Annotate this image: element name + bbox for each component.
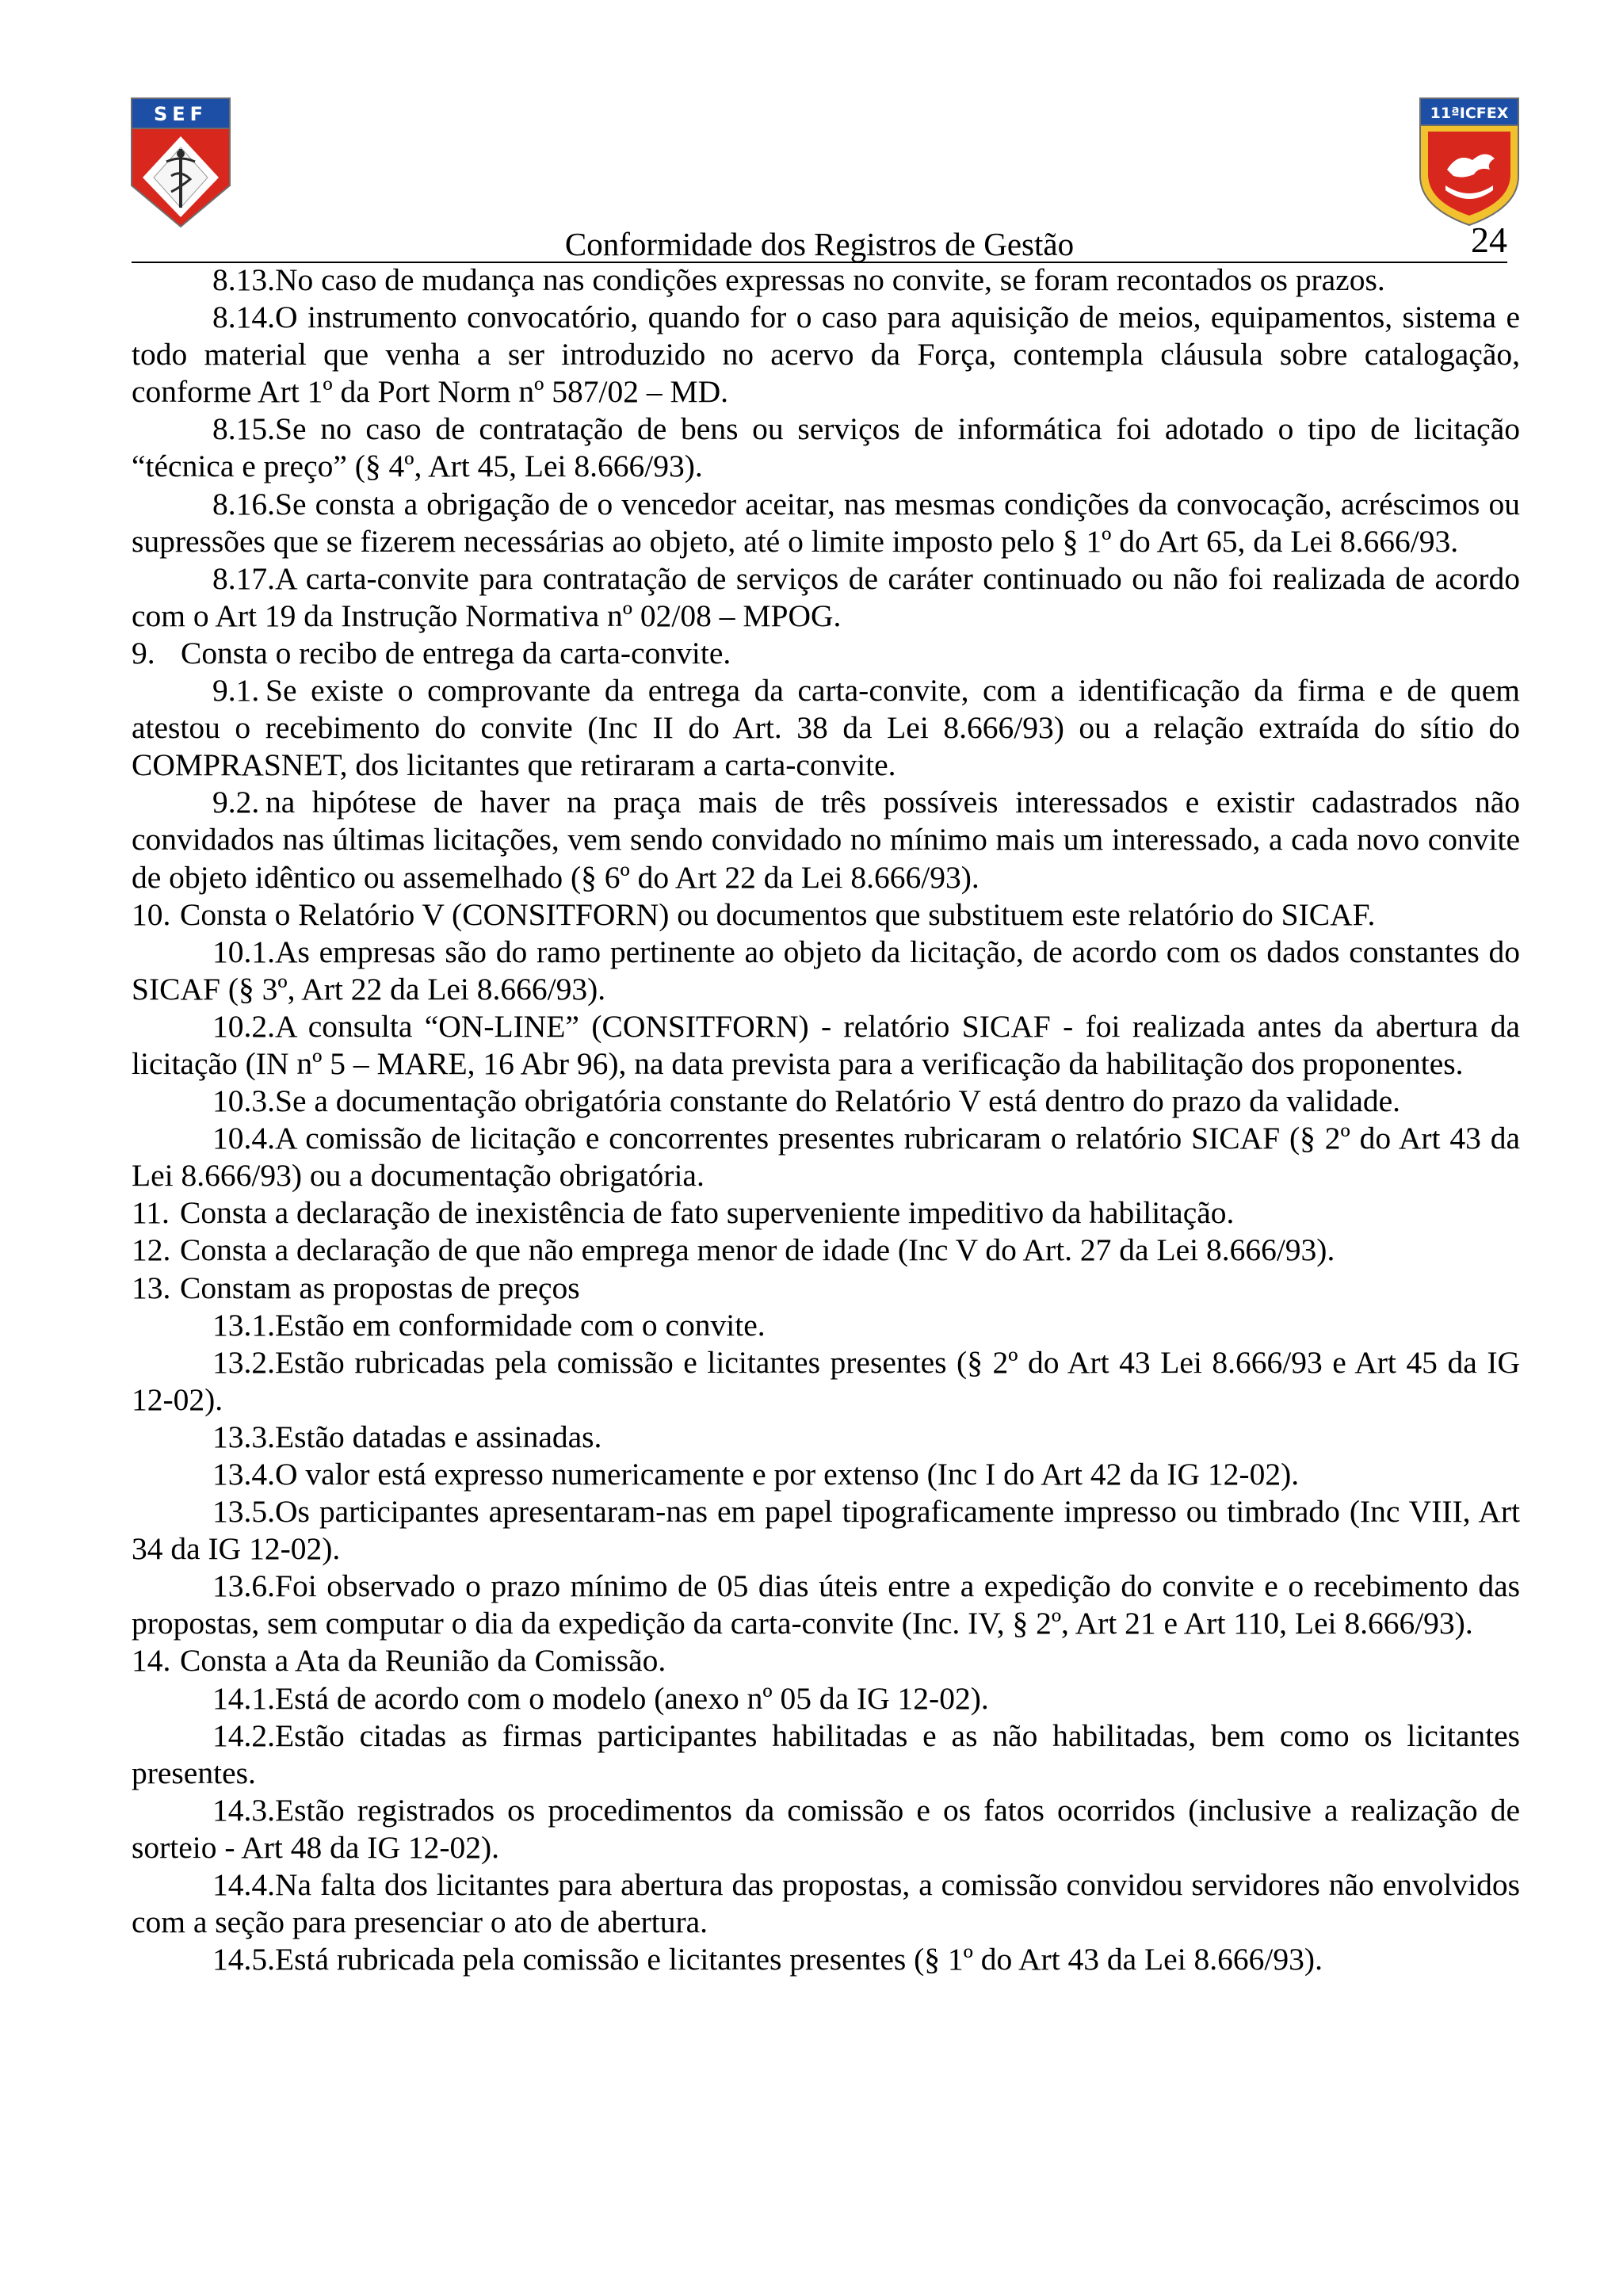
item-text: O valor está expresso numericamente e por extenso (Inc I do Art 42 da IG 12-02). <box>275 1457 1300 1492</box>
list-item <box>132 1941 1520 1978</box>
list-item <box>132 299 1520 411</box>
page-number: 24 <box>1471 220 1507 260</box>
item-text: A consulta “ON-LINE” (CONSITFORN) - relatório SICAF - foi realizada antes da abertura da licitação (IN nº 5 – MARE, 16 Abr 96), na data prevista para a verificação da habilitação dos proponentes. <box>132 1008 1520 1081</box>
item-text: A comissão de licitação e concorrentes presentes rubricaram o relatório SICAF (§ 2º do Art 43 da Lei 8.666/93) ou a documentação obrigatória. <box>132 1121 1520 1194</box>
page-header <box>132 220 1507 263</box>
list-item <box>132 1792 1520 1866</box>
sef-logo-text: SEF <box>153 103 208 125</box>
item-number: 14.3. <box>212 1792 275 1828</box>
item-text: O instrumento convocatório, quando for o caso para aquisição de meios, equipamentos, sistema e todo material que venha a ser introduzido no acervo da Força, contempla cláusula sobre catalogação, conforme Art 1º da Port Norm nº 587/02 – MD. <box>132 300 1520 410</box>
item-number: 14.2. <box>212 1717 275 1753</box>
item-number: 10.1. <box>212 934 275 969</box>
item-number: 13. <box>132 1270 171 1305</box>
item-number: 14.1. <box>212 1680 275 1716</box>
list-item <box>132 1493 1520 1568</box>
list-item <box>132 1419 1520 1456</box>
item-text: Estão rubricadas pela comissão e licitantes presentes (§ 2º do Art 43 Lei 8.666/93 e Art 45 da IG 12-02). <box>132 1344 1520 1417</box>
item-text: Os participantes apresentaram-nas em papel tipograficamente impresso ou timbrado (Inc VIII, Art 34 da IG 12-02). <box>132 1494 1520 1567</box>
item-text: Se existe o comprovante da entrega da carta-convite, com a identificação da firma e de quem atestou o recebimento do convite (Inc II do Art. 38 da Lei 8.666/93) ou a relação extraída do sítio do COMPRASNET, dos licitantes que retiraram a carta-convite. <box>132 673 1520 783</box>
item-number: 14.4. <box>212 1867 275 1903</box>
item-text: Na falta dos licitantes para abertura das propostas, a comissão convidou servidores não envolvidos com a seção para presenciar o ato de abertura. <box>132 1867 1520 1940</box>
item-number: 10.4. <box>212 1121 275 1156</box>
item-text: Estão citadas as firmas participantes habilitadas e as não habilitadas, bem como os licitantes presentes. <box>132 1717 1520 1790</box>
item-number: 13.3. <box>212 1419 275 1454</box>
item-text: Estão registrados os procedimentos da comissão e os fatos ocorridos (inclusive a realização de sorteio - Art 48 da IG 12-02). <box>132 1792 1520 1865</box>
list-item <box>132 784 1520 896</box>
item-text: Está rubricada pela comissão e licitantes presentes (§ 1º do Art 43 da Lei 8.666/93). <box>275 1942 1323 1977</box>
item-number: 13.1. <box>212 1307 275 1343</box>
list-item <box>132 1456 1520 1493</box>
item-text: As empresas são do ramo pertinente ao objeto da licitação, de acordo com os dados constantes do SICAF (§ 3º, Art 22 da Lei 8.666/93). <box>132 934 1520 1007</box>
list-item <box>132 560 1520 635</box>
item-number: 12. <box>132 1232 171 1268</box>
list-item <box>132 262 1520 299</box>
item-text: Consta o recibo de entrega da carta-convite. <box>181 635 731 670</box>
item-text: A carta-convite para contratação de serviços de caráter continuado ou não foi realizada de acordo com o Art 19 da Instrução Normativa nº 02/08 – MPOG. <box>132 560 1520 633</box>
item-text: na hipótese de haver na praça mais de três possíveis interessados e existir cadastrados não convidados nas últimas licitações, vem sendo convidado no mínimo mais um interessado, a cada novo convite de objeto idêntico ou assemelhado (§ 6º do Art 22 da Lei 8.666/93). <box>132 785 1520 895</box>
item-number: 10.2. <box>212 1008 275 1044</box>
item-number: 8.13. <box>212 262 275 297</box>
list-item <box>132 1680 1520 1717</box>
list-item <box>132 672 1520 784</box>
item-text: Se a documentação obrigatória constante do Relatório V está dentro do prazo da validade. <box>275 1083 1401 1119</box>
item-number: 14.5. <box>212 1942 275 1977</box>
list-item <box>132 635 1520 672</box>
list-item <box>132 1232 1520 1269</box>
list-item <box>132 411 1520 485</box>
item-number: 8.16. <box>212 486 275 521</box>
header-title: Conformidade dos Registros de Gestão <box>564 226 1075 262</box>
list-item <box>132 1866 1520 1941</box>
list-item <box>132 1642 1520 1679</box>
item-number: 10.3. <box>212 1083 275 1119</box>
item-text: Se no caso de contratação de bens ou serviços de informática foi adotado o tipo de licitação “técnica e preço” (§ 4º, Art 45, Lei 8.666/93). <box>132 411 1520 484</box>
document-body <box>132 262 1520 1978</box>
item-text: Consta a declaração de que não emprega menor de idade (Inc V do Art. 27 da Lei 8.666/93). <box>180 1232 1335 1268</box>
list-item <box>132 1717 1520 1792</box>
item-number: 11. <box>132 1195 170 1231</box>
list-item <box>132 486 1520 560</box>
item-number: 9. <box>132 635 155 670</box>
item-number: 8.15. <box>212 411 275 447</box>
list-item <box>132 1008 1520 1083</box>
list-item <box>132 1120 1520 1194</box>
item-text: Consta o Relatório V (CONSITFORN) ou documentos que substituem este relatório do SICAF. <box>180 896 1376 932</box>
list-item <box>132 1307 1520 1344</box>
icfex-logo <box>1419 97 1520 228</box>
item-number: 9.2. <box>212 785 260 820</box>
item-number: 8.14. <box>212 300 275 335</box>
list-item <box>132 1083 1520 1120</box>
item-number: 10. <box>132 896 171 932</box>
item-number: 14. <box>132 1643 171 1679</box>
list-item <box>132 1344 1520 1419</box>
list-item <box>132 934 1520 1008</box>
item-text: No caso de mudança nas condições expressas no convite, se foram recontados os prazos. <box>275 262 1385 297</box>
item-text: Estão datadas e assinadas. <box>275 1419 602 1454</box>
item-number: 13.6. <box>212 1568 275 1604</box>
list-item <box>132 1568 1520 1642</box>
item-number: 13.5. <box>212 1494 275 1530</box>
item-text: Consta a declaração de inexistência de fato superveniente impeditivo da habilitação. <box>180 1195 1235 1231</box>
item-number: 8.17. <box>212 560 275 596</box>
item-text: Foi observado o prazo mínimo de 05 dias úteis entre a expedição do convite e o recebimento das propostas, sem computar o dia da expedição da carta-convite (Inc. IV, § 2º, Art 21 e Art 110, Lei 8.666/93). <box>132 1568 1520 1641</box>
item-text: Estão em conformidade com o convite. <box>275 1307 766 1343</box>
icfex-logo-text: 11ªICFEX <box>1430 105 1509 122</box>
item-text: Consta a Ata da Reunião da Comissão. <box>180 1643 666 1679</box>
item-number: 13.4. <box>212 1457 275 1492</box>
item-number: 13.2. <box>212 1344 275 1380</box>
item-text: Se consta a obrigação de o vencedor aceitar, nas mesmas condições da convocação, acréscimos ou supressões que se fizerem necessárias ao objeto, até o limite imposto pelo § 1º do Art 65, da Lei 8.666/93. <box>132 486 1520 559</box>
item-text: Está de acordo com o modelo (anexo nº 05 da IG 12-02). <box>275 1680 989 1716</box>
item-text: Constam as propostas de preços <box>180 1270 580 1305</box>
item-number: 9.1. <box>212 673 260 709</box>
list-item <box>132 1194 1520 1232</box>
sef-logo <box>130 97 231 228</box>
list-item <box>132 896 1520 934</box>
list-item <box>132 1270 1520 1307</box>
